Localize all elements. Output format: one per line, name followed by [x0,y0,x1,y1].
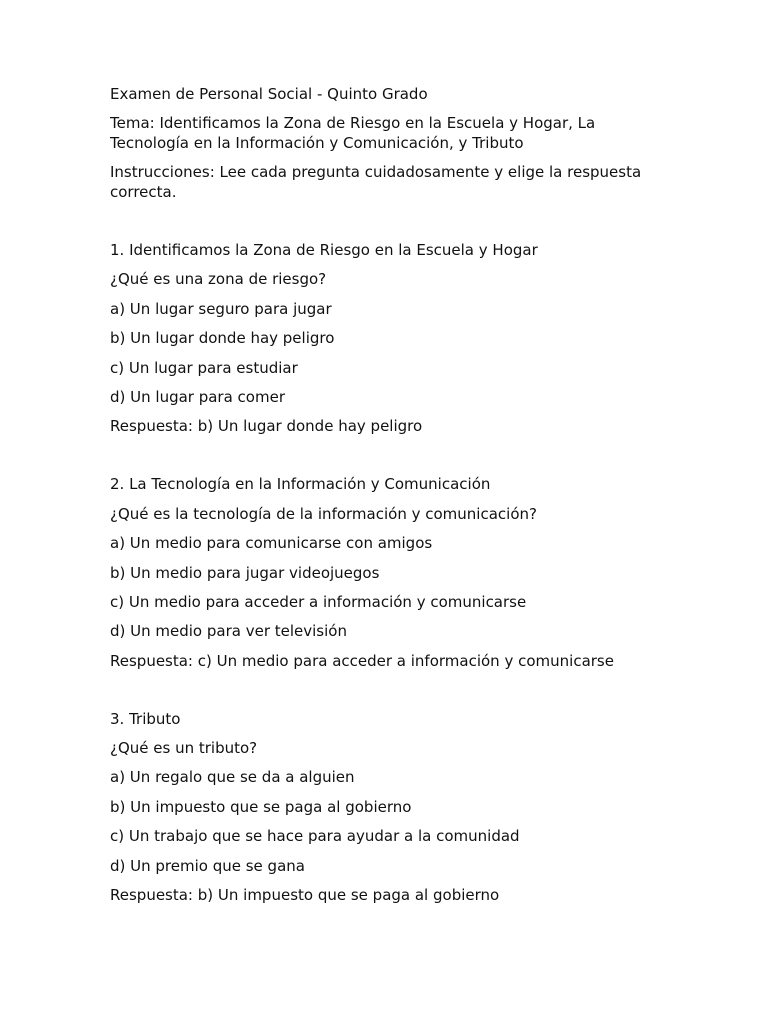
exam-instructions: Instrucciones: Lee cada pregunta cuidadosamente y elige la respuesta correcta. [110,163,642,201]
option-c: c) Un lugar para estudiar [110,358,298,377]
question-heading: 3. Tributo [110,709,181,728]
exam-topic: Tema: Identificamos la Zona de Riesgo en la Escuela y Hogar, La Tecnología en la Información y Comunicación, y Tributo [110,114,596,152]
answer-text: Respuesta: c) Un medio para acceder a información y comunicarse [110,651,614,670]
option-b: b) Un lugar donde hay peligro [110,329,335,348]
question-heading: 2. La Tecnología en la Información y Comunicación [110,475,491,494]
question-block-2 [110,474,670,670]
option-a: a) Un lugar seguro para jugar [110,299,332,318]
option-d: d) Un premio que se gana [110,856,305,875]
option-d: d) Un lugar para comer [110,387,285,406]
question-text: ¿Qué es la tecnología de la información y comunicación? [110,504,537,523]
answer-text: Respuesta: b) Un impuesto que se paga al gobierno [110,886,500,905]
option-a: a) Un medio para comunicarse con amigos [110,534,433,553]
question-text: ¿Qué es una zona de riesgo? [110,270,327,289]
option-c: c) Un medio para acceder a información y comunicarse [110,592,527,611]
option-a: a) Un regalo que se da a alguien [110,768,355,787]
option-c: c) Un trabajo que se hace para ayudar a la comunidad [110,827,520,846]
answer-text: Respuesta: b) Un lugar donde hay peligro [110,417,423,436]
question-heading: 1. Identificamos la Zona de Riesgo en la Escuela y Hogar [110,241,538,259]
question-block-3 [110,709,670,905]
option-d: d) Un medio para ver televisión [110,622,347,641]
exam-title: Examen de Personal Social - Quinto Grado [110,85,428,103]
option-b: b) Un impuesto que se paga al gobierno [110,797,412,816]
exam-content [110,84,670,914]
question-block-1 [110,240,670,436]
option-b: b) Un medio para jugar videojuegos [110,563,380,582]
question-text: ¿Qué es un tributo? [110,739,258,758]
